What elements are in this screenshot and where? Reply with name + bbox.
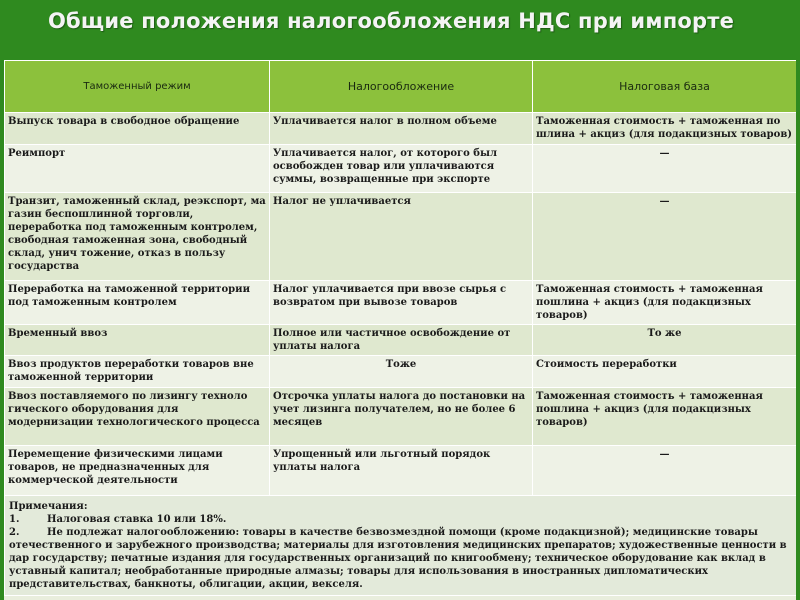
tax-table-container (4, 60, 796, 600)
cell-taxation: Налог уплачивается при ввозе сырья с возвратом при вывозе товаров (270, 281, 533, 325)
cell-regime: Транзит, таможенный склад, реэкспорт, ма газин беспошлинной торговли, переработка под таможенным контролем, свободная таможенная зона, свободный склад, унич тожение, отказ в пользу государства (5, 193, 270, 281)
cell-regime: Временный ввоз (5, 325, 270, 356)
table-row (5, 281, 797, 325)
slide-title: Общие положения налогообложения НДС при импорте (48, 9, 735, 33)
note-number: 2. (9, 527, 20, 538)
header-customs-regime: Таможенный режим (5, 61, 270, 113)
cell-regime: Переработка на таможенной территории под таможенным контролем (5, 281, 270, 325)
table-row (5, 325, 797, 356)
header-tax-base: Налоговая база (533, 61, 797, 113)
note-text: Не подлежат налогообложению: товары в качестве безвозмездной помощи (кроме подакцизной); медицинские товары отечественного и зарубежного производства; материалы для изготовления медицинских препаратов; художественные ценности в дар государству; печатные издания для государственных организаций по книгообмену; техническое оборудование как вклад в уставный капитал; необработанные природные алмазы; товары для использования в иностранных дипломатических представительствах, банкноты, облигации, акции, векселя. (9, 527, 787, 590)
cell-regime: Перемещение физическими лицами товаров, не предназначенных для коммерческой деятельности (5, 446, 270, 496)
cell-taxation: Уплачивается налог, от которого был освобожден товар или уплачиваются суммы, возвращенные при экспорте (270, 145, 533, 193)
cell-tax-base: То же (533, 325, 797, 356)
tax-table (4, 60, 796, 596)
note-item (9, 513, 792, 526)
cell-taxation: Отсрочка уплаты налога до постановки на учет лизинга получателем, но не более 6 месяцев (270, 388, 533, 446)
note-number: 1. (9, 514, 20, 525)
cell-taxation: Полное или частичное освобождение от уплаты налога (270, 325, 533, 356)
cell-taxation: Тоже (270, 356, 533, 388)
table-row (5, 388, 797, 446)
cell-tax-base: Стоимость переработки (533, 356, 797, 388)
table-row (5, 356, 797, 388)
table-row (5, 446, 797, 496)
cell-regime: Ввоз поставляемого по лизингу техноло гического оборудования для модернизации технологического процесса (5, 388, 270, 446)
cell-tax-base: Таможенная стоимость + таможенная пошлина + акциз (для подакцизных товаров) (533, 281, 797, 325)
cell-taxation: Налог не уплачивается (270, 193, 533, 281)
cell-tax-base: Таможенная стоимость + таможенная по шлина + акциз (для подакцизных товаров) (533, 113, 797, 145)
table-row (5, 113, 797, 145)
cell-taxation: Упрощенный или льготный порядок уплаты налога (270, 446, 533, 496)
note-item (9, 526, 792, 591)
notes-row (5, 496, 797, 596)
note-text: Налоговая ставка 10 или 18%. (47, 514, 227, 525)
cell-tax-base: — (533, 446, 797, 496)
cell-tax-base: — (533, 193, 797, 281)
notes-cell (5, 496, 797, 596)
cell-taxation: Уплачивается налог в полном объеме (270, 113, 533, 145)
cell-regime: Ввоз продуктов переработки товаров вне таможенной территории (5, 356, 270, 388)
cell-tax-base: Таможенная стоимость + таможенная пошлина + акциз (для подакцизных товаров) (533, 388, 797, 446)
cell-regime: Выпуск товара в свободное обращение (5, 113, 270, 145)
cell-regime: Реимпорт (5, 145, 270, 193)
cell-tax-base: — (533, 145, 797, 193)
table-row (5, 145, 797, 193)
table-row (5, 193, 797, 281)
notes-heading: Примечания: (9, 501, 88, 512)
header-taxation: Налогообложение (270, 61, 533, 113)
